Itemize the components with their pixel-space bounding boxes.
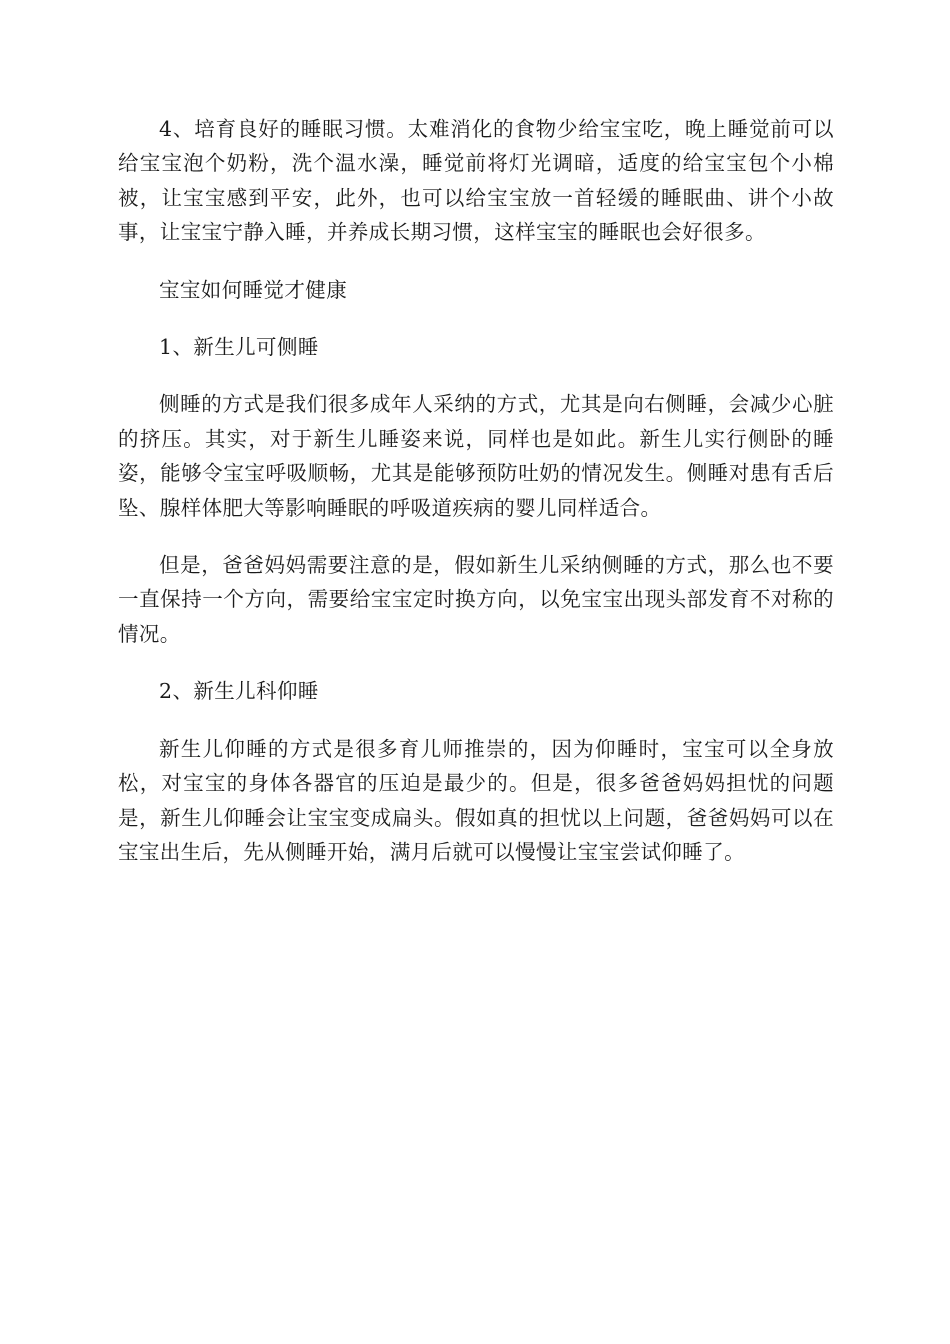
document-page	[118, 112, 834, 892]
paragraph-side-sleep: 侧睡的方式是我们很多成年人采纳的方式，尤其是向右侧睡，会减少心脏的挤压。其实，对于新生儿睡姿来说，同样也是如此。新生儿实行侧卧的睡姿，能够令宝宝呼吸顺畅，尤其是能够预防吐奶的情况发生。侧睡对患有舌后坠、腺样体肥大等影响睡眠的呼吸道疾病的婴儿同样适合。	[118, 392, 834, 520]
paragraph-sleep-habits: 4、培育良好的睡眠习惯。太难消化的食物少给宝宝吃，晚上睡觉前可以给宝宝泡个奶粉，洗个温水澡，睡觉前将灯光调暗，适度的给宝宝包个小棉被，让宝宝感到平安，此外，也可以给宝宝放一首轻缓的睡眠曲、讲个小故事，让宝宝宁静入睡，并养成长期习惯，这样宝宝的睡眠也会好很多。	[118, 117, 834, 245]
subheading-back-sleep: 2、新生儿科仰睡	[159, 679, 319, 704]
paragraph-back-sleep: 新生儿仰睡的方式是很多育儿师推崇的，因为仰睡时，宝宝可以全身放松，对宝宝的身体各器官的压迫是最少的。但是，很多爸爸妈妈担忧的问题是，新生儿仰睡会让宝宝变成扁头。假如真的担忧以上问题，爸爸妈妈可以在宝宝出生后，先从侧睡开始，满月后就可以慢慢让宝宝尝试仰睡了。	[118, 736, 834, 864]
paragraph-side-sleep-caution: 但是，爸爸妈妈需要注意的是，假如新生儿采纳侧睡的方式，那么也不要一直保持一个方向，需要给宝宝定时换方向，以免宝宝出现头部发育不对称的情况。	[118, 553, 834, 646]
subheading-side-sleep: 1、新生儿可侧睡	[159, 335, 319, 360]
section-heading-healthy-sleep: 宝宝如何睡觉才健康	[159, 277, 348, 302]
